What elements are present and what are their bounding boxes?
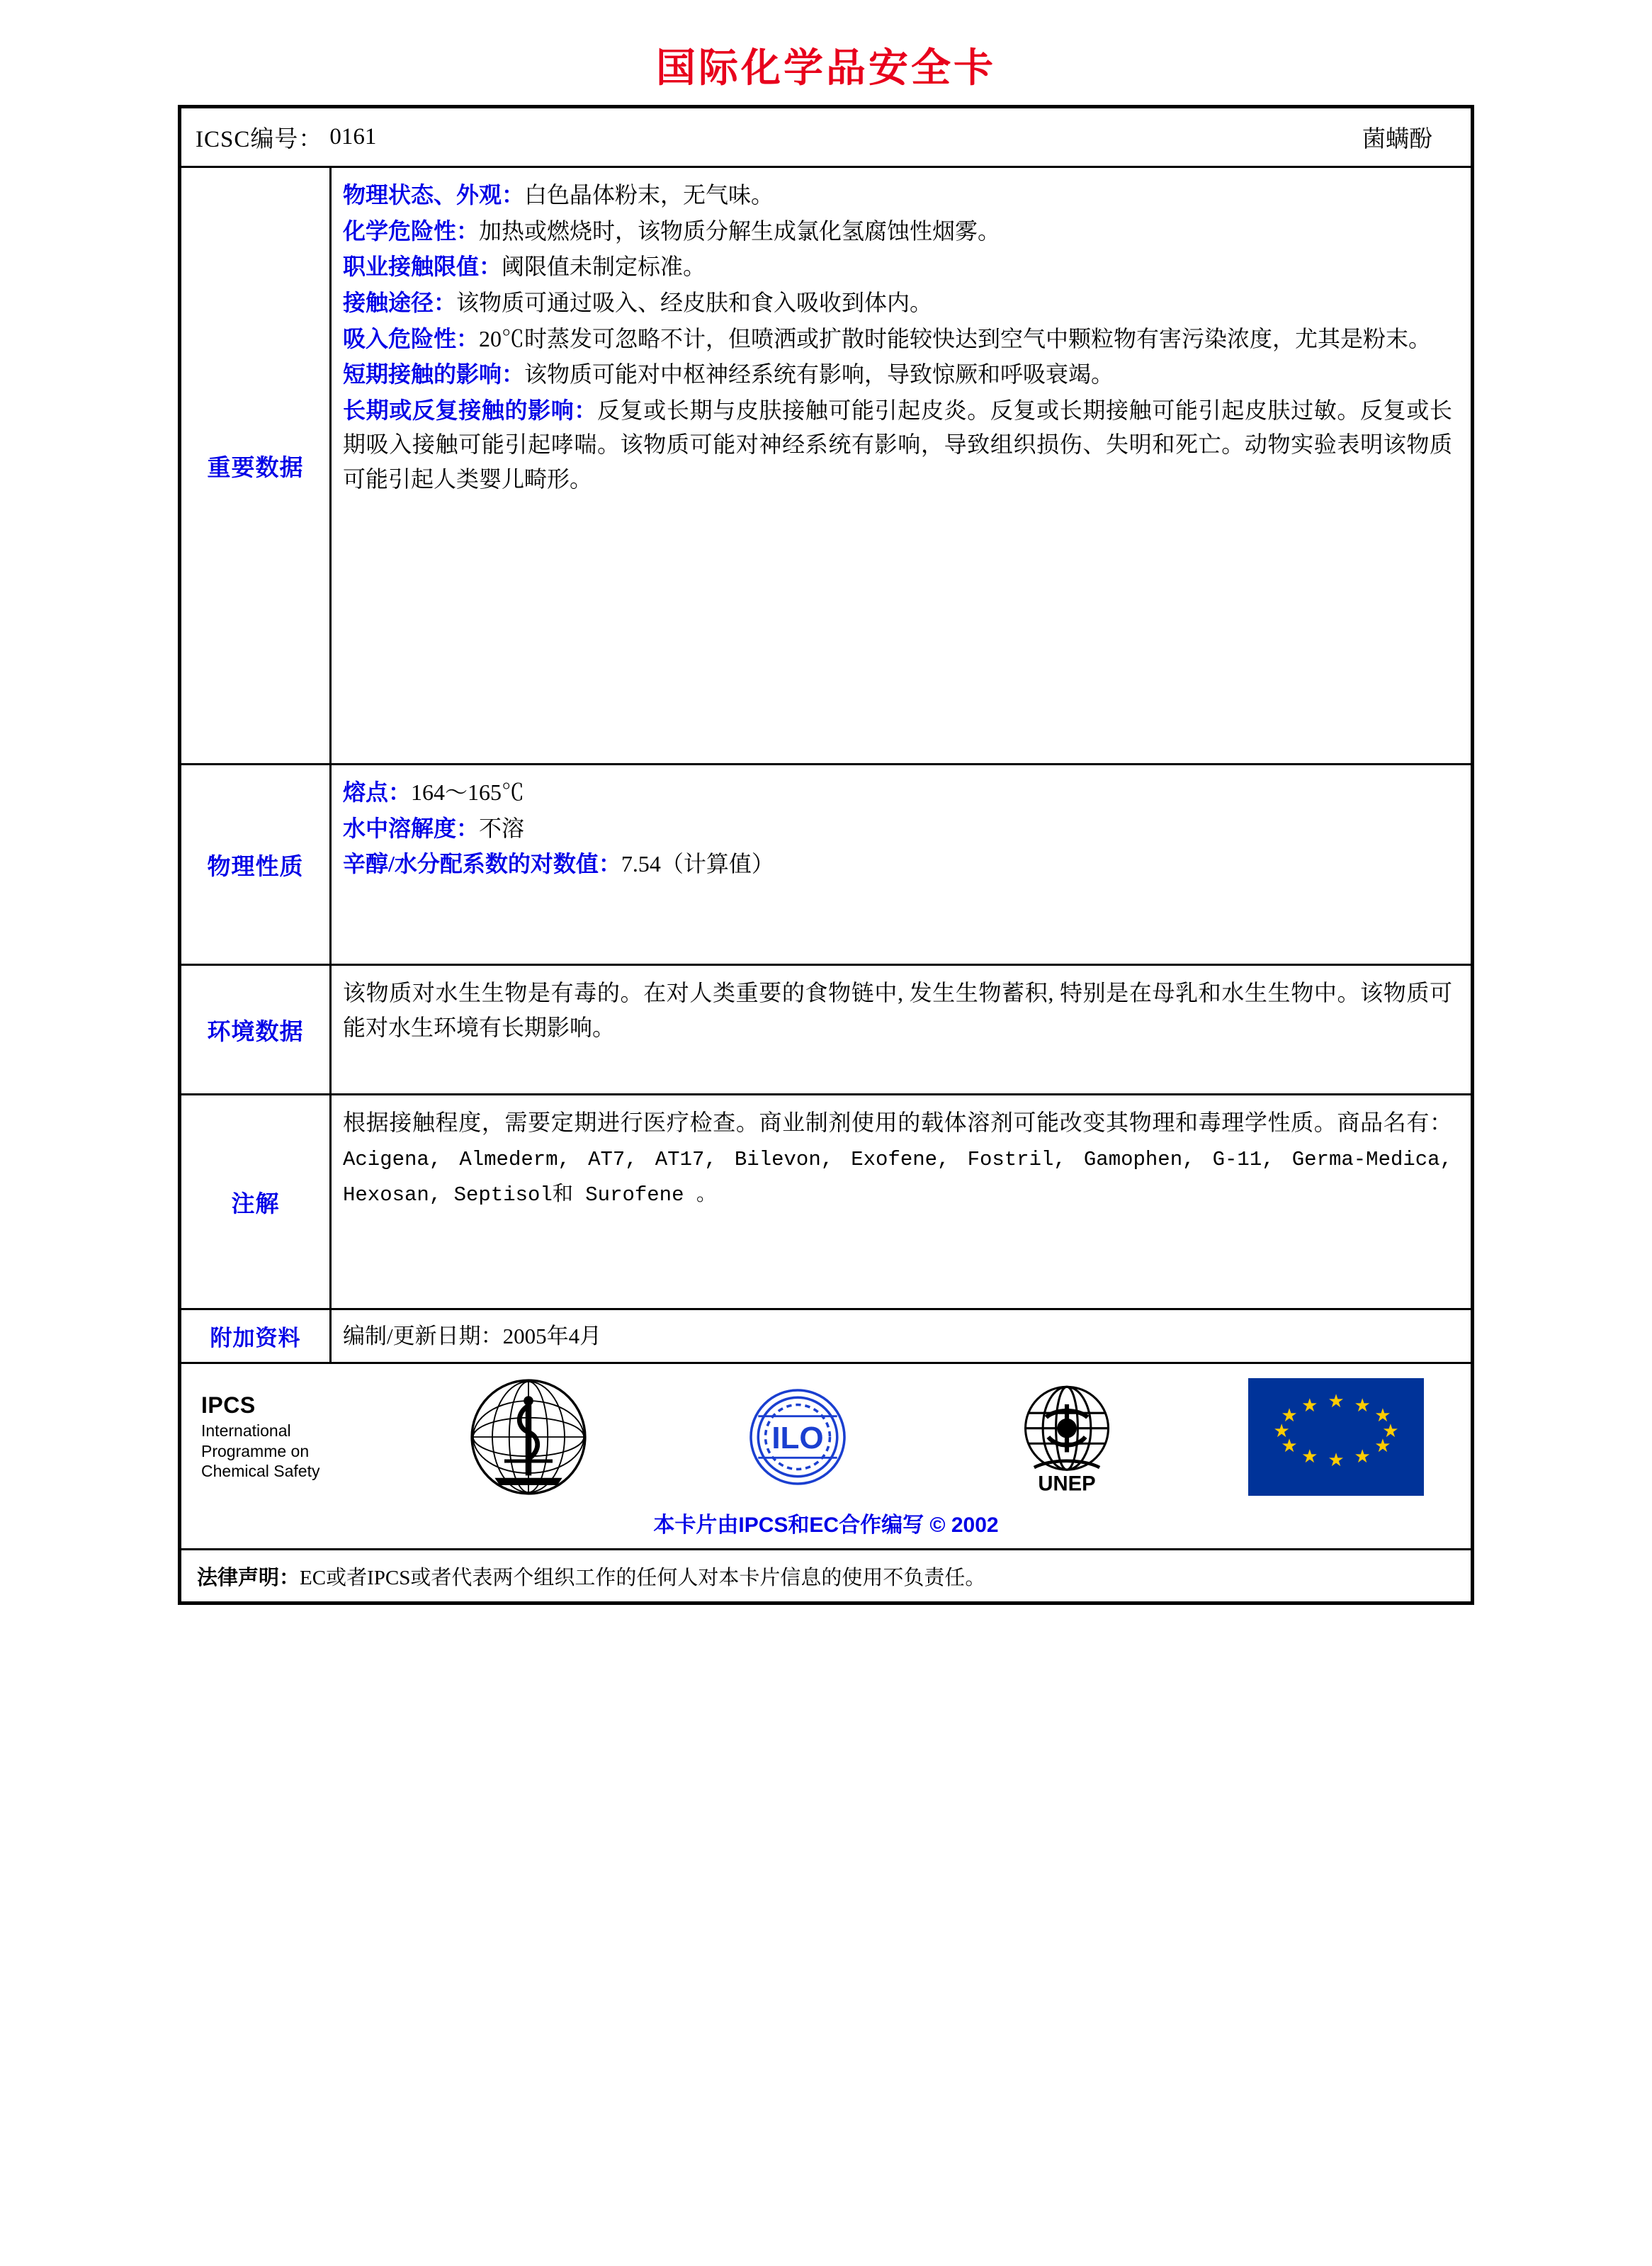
section-label-notes: 注解 [181,1095,332,1308]
notes-text [343,1105,1452,1211]
icsc-card [178,105,1474,1605]
entry-value: 164～165℃ [411,779,525,805]
entry-melting-point [343,775,1452,810]
section-label-environmental-data: 环境数据 [181,966,332,1093]
notes-text-part3: 和 Surofene 。 [552,1183,717,1207]
ilo-logo [735,1384,860,1490]
section-important-data [181,168,1471,765]
footer-copyright: © 2002 [929,1514,999,1537]
entry-routes-of-exposure [343,286,1452,320]
entry-value: 不溶 [479,815,525,841]
entry-key: 熔点： [343,779,412,805]
entry-key: 物理状态、外观： [343,182,525,208]
footer-credit [181,1504,1471,1548]
page-title: 国际化学品安全卡 [656,47,996,91]
svg-text:ILO: ILO [771,1421,824,1456]
eu-flag: ★ ★ ★ ★ ★ ★ ★ ★ ★ ★ ★ ★ [1248,1378,1424,1496]
additional-info-text: 编制/更新日期：2005年4月 [343,1323,602,1348]
unep-logo [1007,1380,1127,1494]
substance-name: 菌螨酚 [1362,127,1432,152]
entry-value: 加热或燃烧时，该物质分解生成氯化氢腐蚀性烟雾。 [479,218,1001,244]
section-body-physical-properties [332,765,1471,964]
footer-logos [181,1364,1471,1504]
section-label-important-data: 重要数据 [181,168,332,763]
entry-key: 吸入危险性： [343,325,480,351]
ipcs-abbreviation: IPCS [201,1392,256,1419]
icsc-number-value: 0161 [329,124,377,150]
ipcs-fullname-line2: Programme on [201,1441,310,1460]
footer-logos-row [181,1364,1471,1550]
entry-short-term-effects [343,357,1452,392]
eu-flag-slot [1201,1378,1471,1496]
entry-logpow [343,847,1452,881]
legal-notice-row [181,1550,1471,1601]
entry-value: 白色晶体粉末，无气味。 [524,182,774,208]
entry-value: 7.54（计算值） [621,851,774,877]
entry-key: 长期或反复接触的影响： [343,397,598,423]
who-logo-slot [394,1377,663,1497]
entry-key: 短期接触的影响： [343,361,525,388]
section-environmental-data [181,966,1471,1095]
entry-value: 阈限值未制定标准。 [502,254,706,280]
section-physical-properties [181,765,1471,966]
entry-inhalation-risk [343,322,1452,356]
section-label-physical-properties: 物理性质 [181,765,332,964]
unep-logo-slot [932,1380,1201,1494]
entry-value: 该物质可通过吸入、经皮肤和食入吸收到体内。 [456,289,933,315]
section-body-additional-info [332,1310,1471,1362]
section-notes [181,1095,1471,1310]
environmental-data-text: 该物质对水生生物是有毒的。在对人类重要的食物链中, 发生生物蓄积, 特别是在母乳和水生生物中。该物质可能对水生环境有长期影响。 [343,980,1452,1040]
ipcs-fullname-line3: Chemical Safety [201,1462,320,1481]
ipcs-block [181,1392,394,1482]
card-header [181,108,1471,168]
who-logo [468,1377,589,1497]
entry-key: 辛醇/水分配系数的对数值： [343,851,621,877]
entry-key: 水中溶解度： [343,815,480,841]
section-body-notes [332,1095,1471,1308]
entry-long-term-effects [343,393,1452,497]
entry-occupational-limits [343,249,1452,284]
ilo-logo-slot [663,1384,932,1490]
entry-chemical-dangers [343,214,1452,249]
legal-notice-text: EC或者IPCS或者代表两个组织工作的任何人对本卡片信息的使用不负责任。 [300,1566,986,1589]
ipcs-fullname-line1: International [201,1421,291,1441]
entry-water-solubility [343,811,1452,846]
section-label-additional-info: 附加资料 [181,1310,332,1362]
section-body-important-data [332,168,1471,763]
footer-credit-text: 本卡片由IPCS和EC合作编写 [653,1514,924,1537]
entry-key: 化学危险性： [343,218,480,244]
entry-key: 职业接触限值： [343,254,502,280]
section-body-environmental-data [332,966,1471,1093]
entry-physical-state [343,178,1452,213]
entry-value: 20℃时蒸发可忽略不计，但喷洒或扩散时能较快达到空气中颗粒物有害污染浓度，尤其是粉末。 [479,325,1432,351]
legal-notice-label: 法律声明： [197,1566,300,1589]
entry-value: 反复或长期与皮肤接触可能引起皮炎。反复或长期接触可能引起皮肤过敏。反复或长期吸入接触可能引起哮喘。该物质可能对神经系统有影响，导致组织损伤、失明和死亡。动物实验表明该物质可能引起人类婴儿畸形。 [343,397,1452,492]
notes-trade-names: Acigena, Almederm, AT7, AT17, Bilevon, Exofene, Fostril, Gamophen, G-11, Germa-Medica, Hexosan, Septisol [343,1147,1452,1207]
section-additional-info [181,1310,1471,1364]
unep-label: UNEP [1038,1472,1096,1494]
entry-value: 该物质可能对中枢神经系统有影响，导致惊厥和呼吸衰竭。 [524,361,1114,388]
entry-key: 接触途径： [343,289,457,315]
icsc-number-label: ICSC编号： [196,127,323,152]
notes-text-part1: 根据接触程度，需要定期进行医疗检查。商业制剂使用的载体溶剂可能改变其物理和毒理学性质。商品名有： [343,1110,1452,1135]
